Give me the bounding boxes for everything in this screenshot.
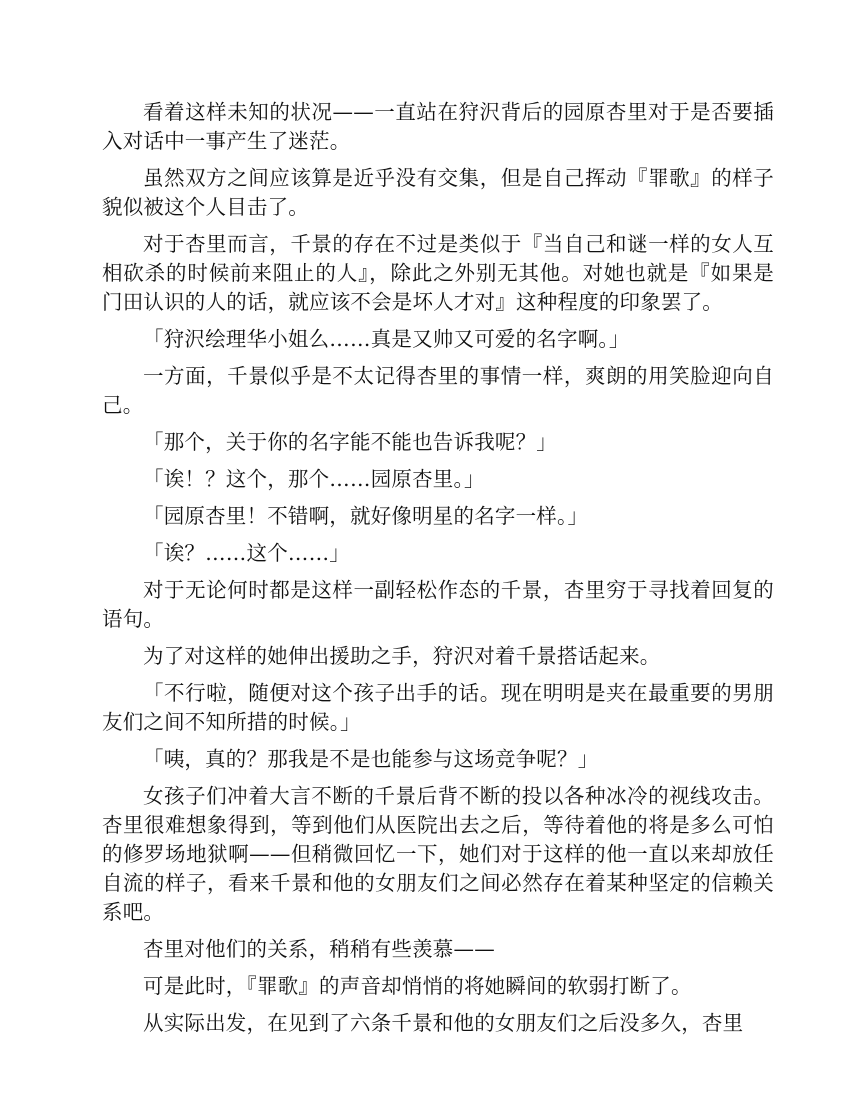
paragraph-11: 为了对这样的她伸出援助之手，狩沢对着千景搭话起来。 bbox=[143, 644, 661, 668]
paragraph-7: 「诶！？这个，那个……园原杏里。」 bbox=[143, 467, 485, 491]
paragraph-12: 「不行啦，随便对这个孩子出手的话。现在明明是夹在最重要的男朋友们之间不知所措的时候。」 bbox=[102, 681, 774, 734]
paragraph-5: 一方面，千景似乎是不太记得杏里的事情一样，爽朗的用笑脸迎向自己。 bbox=[102, 364, 774, 417]
paragraph-17: 从实际出发，在见到了六条千景和他的女朋友们之后没多久，杏里 bbox=[143, 1011, 744, 1035]
paragraph-9: 「诶？……这个……」 bbox=[143, 541, 350, 565]
paragraph-6: 「那个，关于你的名字能不能也告诉我呢？」 bbox=[143, 430, 557, 454]
paragraph-4: 「狩沢绘理华小姐么……真是又帅又可爱的名字啊。」 bbox=[143, 327, 630, 351]
paragraph-8: 「园原杏里！不错啊，就好像明星的名字一样。」 bbox=[143, 504, 589, 528]
paragraph-1: 看着这样未知的状况——一直站在狩沢背后的园原杏里对于是否要插入对话中一事产生了迷茫。 bbox=[102, 100, 774, 153]
paragraph-10: 对于无论何时都是这样一副轻松作态的千景，杏里穷于寻找着回复的语句。 bbox=[102, 578, 774, 631]
paragraph-3: 对于杏里而言，千景的存在不过是类似于『当自己和谜一样的女人互相砍杀的时候前来阻止的人』，除此之外别无其他。对她也就是『如果是门田认识的人的话，就应该不会是坏人才对』这种程度的印象罢了。 bbox=[102, 232, 774, 314]
paragraph-15: 杏里对他们的关系，稍稍有些羡慕—— bbox=[143, 937, 495, 961]
paragraph-14: 女孩子们冲着大言不断的千景后背不断的投以各种冰冷的视线攻击。杏里很难想象得到，等到他们从医院出去之后，等待着他的将是多么可怕的修罗场地狱啊——但稍微回忆一下，她们对于这样的他一直以来却放任自流的样子，看来千景和他的女朋友们之间必然存在着某种坚定的信赖关系吧。 bbox=[102, 784, 774, 924]
body-text bbox=[102, 98, 774, 1046]
paragraph-16: 可是此时，『罪歌』的声音却悄悄的将她瞬间的软弱打断了。 bbox=[143, 974, 692, 998]
paragraph-13: 「咦，真的？那我是不是也能参与这场竞争呢？」 bbox=[143, 747, 599, 771]
paragraph-2: 虽然双方之间应该算是近乎没有交集，但是自己挥动『罪歌』的样子貌似被这个人目击了。 bbox=[102, 166, 774, 219]
